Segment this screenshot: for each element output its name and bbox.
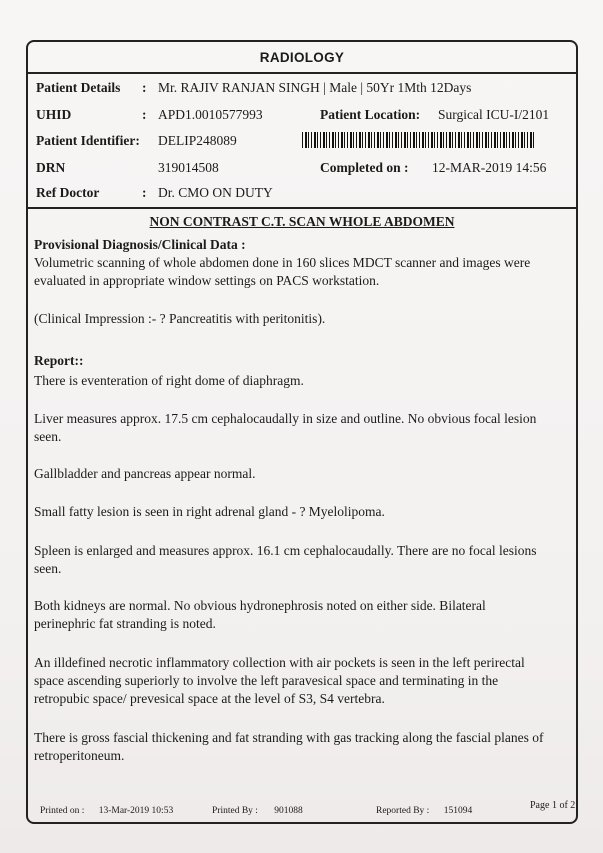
- patient-identifier-row: [36, 133, 237, 149]
- location-value: Surgical ICU-I/2101: [438, 107, 550, 122]
- printed-by-value: 901088: [274, 806, 303, 816]
- reported-by: [376, 806, 472, 816]
- colon: :: [142, 185, 147, 200]
- printed-on-value: 13-Mar-2019 10:53: [98, 806, 174, 816]
- report-heading: Report::: [34, 353, 84, 368]
- printed-by-label: Printed By :: [212, 806, 258, 816]
- finding: There is eventeration of right dome of diaphragm.: [34, 373, 304, 388]
- printed-on-label: Printed on :: [40, 806, 85, 816]
- clinical-impression: (Clinical Impression :- ? Pancreatitis with peritonitis).: [34, 311, 326, 326]
- finding: Small fatty lesion is seen in right adrenal gland - ? Myelolipoma.: [34, 504, 385, 519]
- location-row: [320, 107, 550, 123]
- patient-identifier-label: Patient Identifier:: [36, 133, 140, 148]
- provisional-heading: Provisional Diagnosis/Clinical Data :: [34, 237, 246, 252]
- provisional-text: Volumetric scanning of whole abdomen done in 160 slices MDCT scanner and images were evaluated in appropriate window settings on PACS workstation.: [34, 255, 531, 288]
- reported-by-label: Reported By :: [376, 806, 430, 816]
- completed-row: [320, 160, 547, 176]
- colon: :: [142, 80, 147, 95]
- printed-on: [40, 806, 173, 816]
- uhid-row: [36, 107, 263, 123]
- patient-details-row: [36, 80, 472, 96]
- patient-details-label: Patient Details: [36, 80, 121, 95]
- department-title: RADIOLOGY: [28, 42, 576, 74]
- barcode: [302, 132, 534, 148]
- ref-doctor-row: [36, 185, 273, 201]
- location-label: Patient Location:: [320, 107, 421, 122]
- divider: [28, 207, 576, 209]
- finding: Spleen is enlarged and measures approx. 16.1 cm cephalocaudally. There are no focal lesions seen.: [34, 543, 537, 576]
- drn-row: [36, 160, 219, 176]
- reported-by-value: 151094: [443, 806, 473, 816]
- finding: There is gross fascial thickening and fat stranding with gas tracking along the fascial planes of retroperitoneum.: [34, 730, 544, 763]
- drn-label: DRN: [36, 160, 66, 175]
- uhid-label: UHID: [36, 107, 72, 122]
- ref-doctor-label: Ref Doctor: [36, 185, 100, 200]
- report-title: NON CONTRAST C.T. SCAN WHOLE ABDOMEN: [149, 214, 455, 229]
- patient-details-value: Mr. RAJIV RANJAN SINGH | Male | 50Yr 1Mth 12Days: [158, 80, 472, 95]
- ref-doctor-value: Dr. CMO ON DUTY: [158, 185, 273, 200]
- uhid-value: APD1.0010577993: [158, 107, 263, 122]
- patient-identifier-value: DELIP248089: [158, 133, 237, 148]
- finding: Both kidneys are normal. No obvious hydronephrosis noted on either side. Bilateral perinephric fat stranding is noted.: [34, 598, 486, 631]
- printed-by: [212, 806, 303, 816]
- report-frame: [26, 40, 578, 824]
- finding: Liver measures approx. 17.5 cm cephalocaudally in size and outline. No obvious focal lesion seen.: [34, 411, 537, 444]
- completed-value: 12-MAR-2019 14:56: [432, 160, 547, 175]
- page-number: Page 1 of 2: [530, 800, 576, 811]
- drn-value: 319014508: [158, 160, 219, 175]
- finding: An illdefined necrotic inflammatory collection with air pockets is seen in the left perirectal space ascending superiorly to involve the left paravesical space and terminating in the retropubic space/ prevesical space at the level of S3, S4 vertebra.: [34, 655, 525, 706]
- completed-label: Completed on :: [320, 160, 409, 175]
- colon: :: [142, 107, 147, 122]
- finding: Gallbladder and pancreas appear normal.: [34, 466, 256, 481]
